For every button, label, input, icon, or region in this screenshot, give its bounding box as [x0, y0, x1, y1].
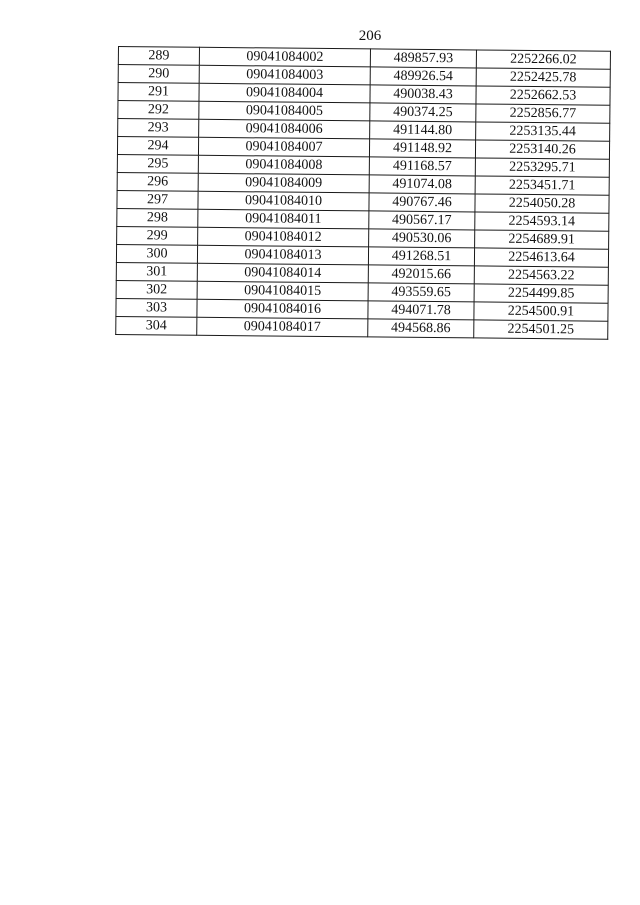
point-code-cell: 09041084017: [197, 317, 368, 337]
x-coordinate-cell: 491074.08: [369, 175, 475, 194]
x-coordinate-cell: 491148.92: [369, 139, 475, 158]
point-code-cell: 09041084011: [198, 209, 369, 229]
row-number-cell: 291: [118, 83, 199, 102]
x-coordinate-cell: 493559.65: [368, 283, 474, 302]
x-coordinate-cell: 489926.54: [370, 67, 476, 86]
y-coordinate-cell: 2253451.71: [475, 176, 609, 195]
x-coordinate-cell: 490038.43: [370, 85, 476, 104]
y-coordinate-cell: 2252662.53: [476, 86, 610, 105]
row-number-cell: 304: [116, 316, 197, 335]
x-coordinate-cell: 490567.17: [369, 211, 475, 230]
y-coordinate-cell: 2254050.28: [475, 194, 609, 213]
coordinates-table-container: [115, 46, 611, 340]
row-number-cell: 292: [118, 101, 199, 120]
point-code-cell: 09041084003: [199, 65, 370, 85]
y-coordinate-cell: 2253295.71: [475, 158, 609, 177]
y-coordinate-cell: 2253140.26: [475, 140, 609, 159]
point-code-cell: 09041084013: [197, 245, 368, 265]
x-coordinate-cell: 491268.51: [368, 247, 474, 266]
y-coordinate-cell: 2253135.44: [476, 122, 610, 141]
row-number-cell: 296: [117, 172, 198, 191]
x-coordinate-cell: 494071.78: [368, 301, 474, 320]
point-code-cell: 09041084005: [199, 101, 370, 121]
coordinates-table: [115, 46, 611, 340]
x-coordinate-cell: 494568.86: [368, 319, 474, 338]
x-coordinate-cell: 492015.66: [368, 265, 474, 284]
y-coordinate-cell: 2254689.91: [475, 230, 609, 249]
row-number-cell: 302: [116, 280, 197, 299]
x-coordinate-cell: 490374.25: [370, 103, 476, 122]
point-code-cell: 09041084004: [199, 83, 370, 103]
x-coordinate-cell: 490530.06: [369, 229, 475, 248]
point-code-cell: 09041084009: [198, 173, 369, 193]
point-code-cell: 09041084014: [197, 263, 368, 283]
row-number-cell: 293: [118, 119, 199, 138]
y-coordinate-cell: 2252425.78: [476, 68, 610, 87]
point-code-cell: 09041084010: [198, 191, 369, 211]
x-coordinate-cell: 489857.93: [370, 49, 476, 68]
row-number-cell: 289: [118, 47, 199, 66]
point-code-cell: 09041084006: [199, 119, 370, 139]
row-number-cell: 290: [118, 65, 199, 84]
y-coordinate-cell: 2252266.02: [476, 50, 610, 69]
y-coordinate-cell: 2254499.85: [474, 284, 608, 303]
x-coordinate-cell: 491168.57: [369, 157, 475, 176]
point-code-cell: 09041084002: [199, 47, 370, 67]
row-number-cell: 297: [117, 190, 198, 209]
point-code-cell: 09041084012: [198, 227, 369, 247]
point-code-cell: 09041084015: [197, 281, 368, 301]
x-coordinate-cell: 491144.80: [370, 121, 476, 140]
y-coordinate-cell: 2254501.25: [474, 320, 608, 339]
y-coordinate-cell: 2254500.91: [474, 302, 608, 321]
y-coordinate-cell: 2254613.64: [474, 248, 608, 267]
y-coordinate-cell: 2254593.14: [475, 212, 609, 231]
point-code-cell: 09041084016: [197, 299, 368, 319]
table-body: [116, 47, 611, 340]
point-code-cell: 09041084007: [198, 137, 369, 157]
y-coordinate-cell: 2254563.22: [474, 266, 608, 285]
row-number-cell: 299: [117, 226, 198, 245]
y-coordinate-cell: 2252856.77: [476, 104, 610, 123]
x-coordinate-cell: 490767.46: [369, 193, 475, 212]
page-number: 206: [358, 28, 382, 44]
point-code-cell: 09041084008: [198, 155, 369, 175]
row-number-cell: 298: [117, 208, 198, 227]
row-number-cell: 295: [117, 154, 198, 173]
row-number-cell: 301: [116, 262, 197, 281]
row-number-cell: 300: [116, 244, 197, 263]
row-number-cell: 294: [117, 137, 198, 156]
row-number-cell: 303: [116, 298, 197, 317]
